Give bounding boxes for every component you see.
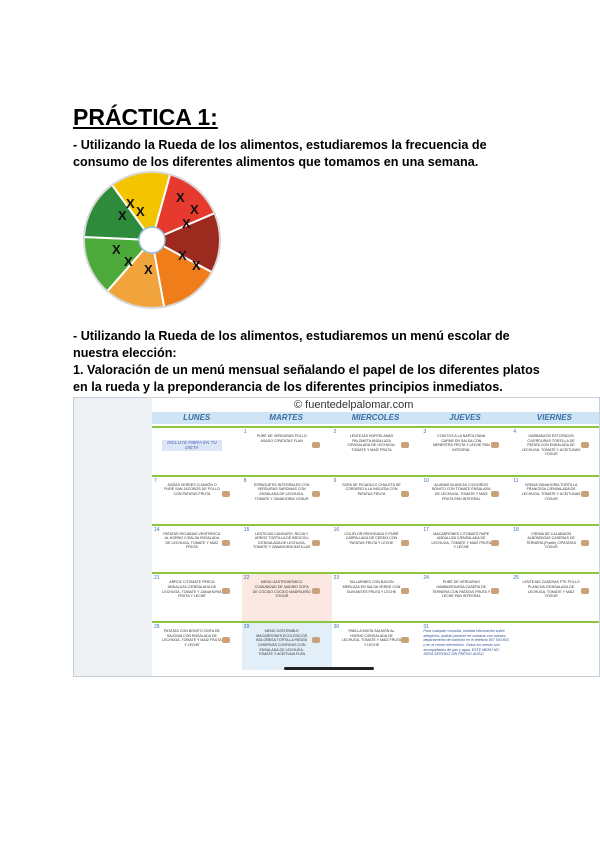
menu-day-cell xyxy=(332,428,422,475)
weekday-label: MARTES xyxy=(269,413,303,422)
day-menu-text: MENÚ SOSTENIBLE MACARRONES ECOLÓGICOS BOLOÑESA TORTILLA PATATA C/HIERVAS CONFIDAS CON ENSALADA DE LECHUGA, TOMATE Y ACEITUNA FLAN xyxy=(256,629,308,657)
wheel-mark: X xyxy=(124,254,133,269)
day-menu-text: CODITOS A LA NAPOLITANA CARNE EN SALSA CON MENESTRA FRUTA Y LECHE PAN INTEGRAL xyxy=(432,434,490,452)
day-menu-text: PATATAS CON BONITO CINTA DE SAJONIA CON ENSALADA DE LECHUGA, TOMATE Y MAÍZ FRUTA Y LECHE xyxy=(162,629,222,647)
menu-day-cell xyxy=(421,428,511,475)
day-number: 31 xyxy=(423,624,429,631)
day-number: 17 xyxy=(423,526,429,533)
menu-watermark: © fuentedelpalomar.com xyxy=(294,399,414,411)
day-number: 25 xyxy=(513,575,519,582)
menu-day-cell xyxy=(421,574,511,621)
day-number: 8 xyxy=(243,477,247,484)
day-number: 24 xyxy=(423,575,429,582)
day-menu-text: INCLUYE FIBRA EN TU DIETA xyxy=(162,440,222,451)
day-number: 21 xyxy=(154,575,160,582)
weekday-label: VIERNES xyxy=(536,413,572,422)
menu-day-cell xyxy=(511,574,600,621)
menu-day-cell xyxy=(242,526,332,573)
menu-day-cell xyxy=(152,526,242,573)
menu-day-cell xyxy=(332,477,422,524)
valuation-paragraph: 1. Valoración de un menú mensual señalando el papel de los diferentes platos en la rueda y la preponderancia de los diferentes principios inmediatos. xyxy=(73,363,540,394)
menu-day-cell xyxy=(421,623,511,670)
weekday-label: LUNES xyxy=(183,413,211,422)
food-icon xyxy=(491,540,499,546)
food-icon xyxy=(401,491,409,497)
food-icon xyxy=(491,491,499,497)
food-icon xyxy=(581,442,589,448)
day-menu-text: SOPA DE PICADILLO CHULETA DE CORDERO A LA INGLESA CON PATATAS FRUTA xyxy=(342,482,401,496)
wheel-mark: X xyxy=(190,202,199,217)
food-icon xyxy=(401,588,409,594)
food-icon xyxy=(222,540,230,546)
day-number: 11 xyxy=(513,477,519,484)
food-icon xyxy=(401,442,409,448)
scroll-indicator xyxy=(284,667,374,670)
day-menu-text: Para cualquier consulta, incluida información sobre alérgenos, podrán ponerse en contacto con nuestro departamento de nutrición en el teléfono 807 504 815 o en el correo electrónico. Todos los menús son acompañados de pan y agua. ESTE MENÚ NO SERÁ SERVIDO SIN PREVIO AVISO xyxy=(423,629,509,657)
menu-day-cell xyxy=(332,574,422,621)
wheel-mark: X xyxy=(118,208,127,223)
food-icon xyxy=(222,637,230,643)
day-menu-text: JUDÍAS VERDES C/JAMÓN O PURÉ SAN JACOBOS DE POLLO CON PATATAS FRUTA xyxy=(164,482,220,496)
day-menu-text: LENTEJAS CASERAS FTE POLLO PLANCHA C/ENSALADA DE LECHUGA, TOMATE Y MAÍZ YOGUR xyxy=(522,580,580,599)
day-menu-text: CREMA ZANAHORIA TORTILLA FRANCESA C/ENSALADA DE LECHUGA, TOMATE Y ACEITUNAS YOGUR xyxy=(521,482,581,501)
menu-grid xyxy=(152,426,599,672)
day-menu-text: ALUBIAS BLANCAS C/CHORIZO BONITO CON TOMATE ENSALADA DE LECHUGA, TOMATE Y MAÍZ FRUTA PAN INTEGRAL xyxy=(432,482,491,501)
weekday-header xyxy=(152,412,599,424)
day-number: 7 xyxy=(154,477,157,484)
day-menu-text: ESPAGUETIS INTEGRALES CON VERDURAS SARDINAS CON ENSALADA DE LECHUGA, TOMATE Y ZANAHORIA YOGUR xyxy=(253,482,310,501)
menu-day-cell xyxy=(152,477,242,524)
menu-day-cell xyxy=(152,428,242,475)
day-number: 1 xyxy=(243,429,247,435)
day-menu-text: COLIFLOR REHOGADA O PURÉ CARRILLADA DE CERDO CON PATATAS FRUTA Y LECHE xyxy=(344,531,399,545)
day-menu-text: PURÉ DE VERDURAS HAMBURGUESA CASERA DE TERNERA CON PATATAS FRUTA Y LECHE PAN INTEGRAL xyxy=(432,580,491,599)
food-icon xyxy=(401,540,409,546)
day-number: 28 xyxy=(154,624,160,631)
menu-day-cell xyxy=(242,574,332,621)
menu-left-margin xyxy=(74,398,152,676)
wheel-mark: X xyxy=(192,258,201,273)
menu-day-cell xyxy=(242,623,332,670)
menu-day-cell xyxy=(242,477,332,524)
food-wheel-image xyxy=(78,170,226,310)
day-menu-text: TALLARINES CON BACON MERLUZA EN SALSA VERDE CON GUISANTES FRUTA Y LECHE xyxy=(342,580,401,594)
day-number: 18 xyxy=(513,526,519,533)
day-number: 22 xyxy=(243,575,250,582)
day-menu-text: LENTEJAS HORTELANAS PALOMETA ANDALUZA C/ENSALADA DE LECHUGA, TOMATE Y MAÍZ FRUTA xyxy=(347,434,396,452)
day-menu-text: CREMA DE CALABACÍN ALBÓNDIGAS CASERAS DE TERNERA (Fuelle) C/PATATAS YOGUR xyxy=(526,531,576,550)
menu-day-cell xyxy=(332,623,422,670)
food-icon xyxy=(222,588,230,594)
food-icon xyxy=(312,588,320,594)
day-menu-text: GARBANZOS ESTOFADOS C/VERDURAS TORTILLA DE PATATA CON ENSALADA DE LECHUGA, TOMATE Y ACEITUNAS YOGUR xyxy=(521,434,581,457)
menu-day-cell xyxy=(511,623,600,670)
day-menu-text: MENÚ GASTRONÓMICO COMUNIDAD DE MADRID SOPA DE COCIDO COCIDO MADRILEÑO YOGUR xyxy=(252,580,311,599)
day-number: 9 xyxy=(333,477,337,484)
food-icon xyxy=(312,540,320,546)
page-title: PRÁCTICA 1: xyxy=(73,104,218,130)
weekday-label: JUEVES xyxy=(449,413,481,422)
menu-day-cell xyxy=(511,526,600,573)
food-icon xyxy=(312,491,320,497)
day-number: 4 xyxy=(513,429,516,435)
wheel-mark: X xyxy=(136,204,145,219)
day-menu-text: MACARRONES C/TOMATE RAPE ANDALUZA C/ENSALADA DE LECHUGA, TOMATE Y MAÍZ FRUTA Y LECHE xyxy=(431,531,492,550)
wheel-mark: X xyxy=(182,216,191,231)
day-menu-text: PATATAS RIOJANAS VENTRESCA AL HORNO C/SALSA ENSALADA DE LECHUGA, TOMATE Y MAÍZ FRUTA xyxy=(163,531,221,550)
food-icon xyxy=(581,540,589,546)
weekday-label: MIERCOLES xyxy=(351,413,400,422)
menu-day-cell xyxy=(511,428,600,475)
day-number: 14 xyxy=(154,526,160,533)
intro-paragraph: - Utilizando la Rueda de los alimentos, estudiaremos la frecuencia de consumo de los diferentes alimentos que tomamos en una semana. xyxy=(73,138,487,169)
day-number: 2 xyxy=(333,429,337,435)
day-number: 15 xyxy=(243,526,250,533)
wheel-mark: X xyxy=(176,190,185,205)
day-menu-text: PURÉ DE VERDURAS POLLO ASADO C/PATATAS FLAN xyxy=(256,434,307,443)
food-icon xyxy=(312,442,320,448)
school-menu-image xyxy=(73,397,600,677)
wheel-mark: X xyxy=(112,242,121,257)
wheel-mark: X xyxy=(178,248,187,263)
food-icon xyxy=(581,491,589,497)
day-menu-text: ARROZ C/TOMATE PERCA ANDALUZA C/ENSALADA DE LECHUGA, TOMATE Y ZANAHORIA FRUTA Y LECHE xyxy=(162,580,222,599)
menu-paragraph: - Utilizando la Rueda de los alimentos, estudiaremos un menú escolar de nuestra elección: xyxy=(73,329,510,360)
menu-day-cell xyxy=(242,428,332,475)
food-icon xyxy=(491,588,499,594)
day-menu-text: LENTEJAS CANGURO, RIOJA Y ARROZ TORTILLA DE BRÓCOLI C/ENSALADA DE LECHUGA, TOMATE Y ZANAHORIA NATILLAS xyxy=(253,531,311,550)
day-number: 23 xyxy=(333,575,340,582)
menu-day-cell xyxy=(511,477,600,524)
menu-day-cell xyxy=(332,526,422,573)
day-number: 3 xyxy=(423,429,427,435)
day-menu-text: PAELLA MIXTA SALMÓN AL HORNO C/ENSALADA DE LECHUGA, TOMATE Y MAÍZ FRUTA Y LECHE xyxy=(341,629,402,647)
menu-day-cell xyxy=(152,623,242,670)
day-number: 10 xyxy=(423,477,429,484)
menu-day-cell xyxy=(152,574,242,621)
day-number: 30 xyxy=(333,624,340,631)
food-icon xyxy=(491,442,499,448)
wheel-mark: X xyxy=(126,196,135,211)
day-number: 29 xyxy=(243,624,250,631)
food-icon xyxy=(312,637,320,643)
menu-day-cell xyxy=(421,526,511,573)
wheel-mark: X xyxy=(144,262,153,277)
food-icon xyxy=(581,588,589,594)
food-icon xyxy=(401,637,409,643)
menu-day-cell xyxy=(421,477,511,524)
food-icon xyxy=(222,491,230,497)
day-number: 16 xyxy=(333,526,340,533)
